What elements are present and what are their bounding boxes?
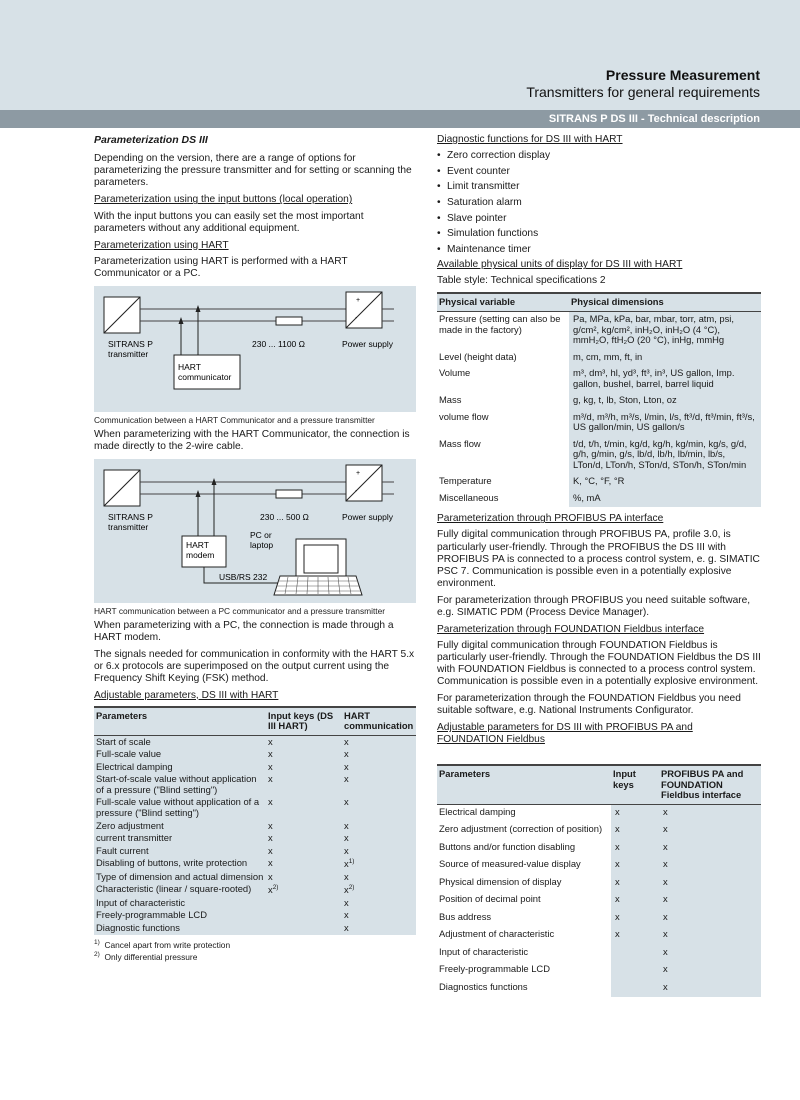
resistor-label: 230 ... 500 Ω: [260, 511, 309, 522]
cell-variable: Volume: [439, 367, 471, 379]
cell-input-keys: x: [266, 871, 342, 884]
cell-input-keys: x: [266, 857, 342, 871]
cell-parameter: Diagnostic functions: [94, 922, 266, 935]
local-heading: Parameterization using the input buttons (local operation): [94, 194, 353, 206]
list-item: • Zero correction display: [437, 150, 761, 162]
cell-variable: Mass flow: [439, 437, 481, 449]
communicator-label: HART: [178, 361, 201, 372]
cell-bus: x: [659, 804, 761, 822]
cell-bus: x: [659, 892, 761, 910]
hart-text: Parameterization using HART is performed with a HART Communicator or a PC.: [94, 255, 348, 279]
footnote-1: $^{1)}$ Cancel apart from write protection: [94, 938, 231, 950]
hart-pc-diagram: [94, 459, 416, 603]
cell-hart: x: [342, 735, 416, 748]
cell-dimensions: Pa, MPa, kPa, bar, mbar, torr, atm, psi, g/cm², kg/cm², inH₂O, inH₂O (4 °C), mmH₂O, ftH₂O (20 °C), inHg, mmHg: [569, 312, 761, 350]
intro-text: Depending on the version, there are a range of options for parameterizing the pressure transmitter and for setting or scanning the parameters.: [94, 153, 412, 189]
cell-input-keys: x: [266, 845, 342, 858]
cell-input-keys: [266, 897, 342, 910]
table-row: [437, 962, 761, 980]
units-table-body: [437, 312, 761, 508]
cell-input-keys: [611, 980, 659, 998]
diagram-pc-svg: [94, 459, 416, 603]
header-band: [0, 0, 800, 110]
cell-hart: $x^{1)}$: [342, 857, 416, 871]
cell-input-keys: x: [611, 910, 659, 928]
cell-hart: x: [342, 796, 416, 819]
table-row: [94, 857, 416, 871]
page-title: Pressure Measurement: [605, 67, 760, 83]
right-column: [437, 134, 761, 997]
cell-input-keys: x: [266, 761, 342, 774]
communicator-label-2: communicator: [178, 371, 232, 382]
adj-heading: Adjustable parameters for DS III with PROFIBUS PA and FOUNDATION Fieldbus: [437, 721, 693, 745]
cell-input-keys: x: [611, 822, 659, 840]
table-row: [437, 410, 761, 437]
cell-hart: x: [342, 773, 416, 796]
list-item: • Event counter: [437, 166, 761, 178]
col-hart: HART communication: [342, 707, 416, 736]
ff-heading: Parameterization through FOUNDATION Fieldbus interface: [437, 623, 705, 635]
table-row: [94, 735, 416, 748]
cell-input-keys: x: [266, 748, 342, 761]
cell-input-keys: x: [266, 796, 342, 819]
cell-input-keys: x: [611, 857, 659, 875]
table-row: [437, 980, 761, 998]
cell-input-keys: $x^{2)}$: [266, 883, 342, 897]
transmitter-label-2: transmitter: [108, 348, 149, 359]
table-row: [437, 804, 761, 822]
page-subtitle: Transmitters for general requirements: [526, 84, 760, 100]
cell-bus: x: [659, 980, 761, 998]
cell-dimensions: m³, dm³, hl, yd³, ft³, in³, US gallon, Imp. gallon, bushel, barrel, barrel liquid: [569, 366, 761, 393]
col-parameters: Parameters: [437, 765, 611, 804]
col-parameters: Parameters: [94, 707, 266, 736]
hart-parameters-table: [94, 706, 416, 935]
cell-parameter: Diagnostics functions: [439, 980, 528, 992]
pa-text-2: For parameterization through PROFIBUS you need suitable software, e.g. SIMATIC PDM (Process Device Manager).: [437, 594, 751, 618]
cell-bus: x: [659, 840, 761, 858]
cell-parameter: Zero adjustment: [94, 820, 266, 833]
table-row: [437, 366, 761, 393]
signals-text: The signals needed for communication in conformity with the HART 5.x or 6.x protocols are superimposed on the output current using the Frequency Shift Keying (FSK) method.: [94, 648, 415, 684]
cell-dimensions: %, mA: [569, 491, 761, 508]
cell-bus: x: [659, 857, 761, 875]
cell-parameter: Adjustment of characteristic: [439, 928, 555, 940]
modem-label-2: modem: [186, 549, 215, 560]
cell-variable: Level (height data): [439, 350, 517, 362]
table-row: [94, 773, 416, 796]
table-row: [94, 871, 416, 884]
cell-dimensions: m, cm, mm, ft, in: [569, 350, 761, 367]
usb-label: USB/RS 232: [219, 571, 268, 582]
hart-direct-text: When parameterizing with the HART Communicator, the connection is made directly to the 2-wire cable.: [94, 428, 410, 452]
cell-parameter: Position of decimal point: [439, 893, 541, 905]
cell-parameter: Input of characteristic: [94, 897, 266, 910]
cell-input-keys: x: [611, 892, 659, 910]
figure-caption-2: HART communication between a PC communicator and a pressure transmitter: [94, 605, 386, 616]
ff-text-2: For parameterization through the FOUNDATION Fieldbus you need suitable software, e.g. National Instruments Configurator.: [437, 692, 741, 716]
cell-parameter: Start-of-scale value without application of a pressure ("Blind setting"): [94, 773, 266, 796]
cell-input-keys: [611, 945, 659, 963]
cell-hart: x: [342, 909, 416, 922]
cell-input-keys: x: [611, 840, 659, 858]
table-row: [437, 393, 761, 410]
cell-parameter: Fault current: [94, 845, 266, 858]
table-row: [437, 312, 761, 350]
cell-parameter: Electrical damping: [439, 805, 516, 817]
table-row: [94, 748, 416, 761]
cell-parameter: Bus address: [439, 910, 492, 922]
table-row: [94, 909, 416, 922]
col-input-keys: Input keys: [611, 765, 659, 804]
cell-input-keys: x: [266, 773, 342, 796]
cell-input-keys: [266, 909, 342, 922]
cell-hart: x: [342, 922, 416, 935]
table-row: [94, 897, 416, 910]
diag-heading: Diagnostic functions for DS III with HART: [437, 134, 623, 145]
cell-variable: volume flow: [439, 410, 489, 422]
hart-table-heading: Adjustable parameters, DS III with HART: [94, 689, 279, 701]
cell-hart: x: [342, 820, 416, 833]
cell-bus: x: [659, 822, 761, 840]
cell-parameter: Start of scale: [94, 735, 266, 748]
svg-text:-: -: [355, 314, 358, 322]
units-heading: Available physical units of display for DS III with HART: [437, 259, 683, 271]
table-row: [437, 350, 761, 367]
table-row: [437, 491, 761, 508]
cell-variable: Miscellaneous: [439, 491, 499, 503]
cell-hart: x: [342, 761, 416, 774]
table-row: [94, 883, 416, 897]
cell-parameter: current transmitter: [94, 832, 266, 845]
transmitter-label: SITRANS P: [108, 511, 153, 522]
col-physical-variable: Physical variable: [437, 293, 569, 311]
cell-parameter: Full-scale value without application of a pressure ("Blind setting"): [94, 796, 266, 819]
cell-hart: x: [342, 832, 416, 845]
list-item: • Maintenance timer: [437, 244, 761, 256]
pa-text-1: Fully digital communication through PROFIBUS PA, profile 3.0, is particularly user-friendly. Through the PROFIBUS the DS III with PROFIBUS PA is connected to a process control system, e. g. SIMATIC PSC 7. Communication is possible even in a potentially explosive environment.: [437, 529, 760, 589]
list-item: • Saturation alarm: [437, 197, 761, 209]
cell-variable: Temperature: [439, 475, 492, 487]
table-row: [94, 922, 416, 935]
table-row: [437, 857, 761, 875]
bus-parameters-table: [437, 764, 761, 997]
col-bus-interface: PROFIBUS PA and FOUNDATION Fieldbus interface: [659, 765, 761, 804]
table-row: [94, 820, 416, 833]
col-input-keys: Input keys (DS III HART): [266, 707, 342, 736]
cell-input-keys: x: [611, 875, 659, 893]
table-row: [437, 910, 761, 928]
cell-parameter: Full-scale value: [94, 748, 266, 761]
table-row: [94, 845, 416, 858]
table-row: [94, 832, 416, 845]
cell-input-keys: x: [266, 735, 342, 748]
cell-parameter: Source of measured-value display: [439, 858, 581, 870]
cell-parameter: Freely-programmable LCD: [439, 963, 550, 975]
cell-dimensions: m³/d, m³/h, m³/s, l/min, l/s, ft³/d, ft³/min, ft³/s, US gallon/min, US gallon/s: [569, 410, 761, 437]
table-style: Table style: Technical specifications 2: [437, 275, 606, 287]
diag-list: [437, 150, 761, 256]
hart-communicator-diagram: [94, 286, 416, 412]
cell-bus: x: [659, 945, 761, 963]
cell-hart: x: [342, 845, 416, 858]
cell-parameter: Characteristic (linear / square-rooted): [94, 883, 266, 897]
table-row: [437, 945, 761, 963]
ff-text-1: Fully digital communication through FOUNDATION Fieldbus is particularly user-friendly. Through the FOUNDATION Fieldbus the DS III with FOUNDATION Fieldbus is connected to a process control system. Communication is possible even in a potentially explosive environment.: [437, 639, 761, 687]
table-row: [437, 840, 761, 858]
cell-bus: x: [659, 962, 761, 980]
table-row: [94, 761, 416, 774]
cell-hart: $x^{2)}$: [342, 883, 416, 897]
cell-dimensions: g, kg, t, lb, Ston, Lton, oz: [569, 393, 761, 410]
cell-parameter: Buttons and/or function disabling: [439, 840, 576, 852]
cell-variable: Pressure (setting can also be made in the factory): [439, 313, 561, 335]
pc-label-2: laptop: [250, 539, 274, 550]
cell-variable: Mass: [439, 394, 462, 406]
table-row: [437, 437, 761, 475]
transmitter-label: SITRANS P: [108, 338, 153, 349]
cell-parameter: Physical dimension of display: [439, 875, 562, 887]
section-bar: [0, 110, 800, 128]
list-item: • Slave pointer: [437, 213, 761, 225]
local-text: With the input buttons you can easily set the most important parameters without any additional equipment.: [94, 210, 364, 234]
svg-text:-: -: [355, 487, 358, 495]
cell-parameter: Zero adjustment (correction of position): [439, 823, 603, 835]
cell-parameter: Disabling of buttons, write protection: [94, 857, 266, 871]
resistor-label: 230 ... 1100 Ω: [252, 338, 305, 349]
hart-heading: Parameterization using HART: [94, 239, 229, 251]
power-supply-label: Power supply: [342, 511, 394, 522]
modem-label: HART: [186, 539, 209, 550]
svg-text:+: +: [356, 469, 361, 477]
table-row: [437, 892, 761, 910]
col-physical-dimensions: Physical dimensions: [569, 293, 761, 311]
cell-input-keys: x: [611, 804, 659, 822]
cell-dimensions: K, °C, °F, °R: [569, 474, 761, 491]
transmitter-label-2: transmitter: [108, 521, 149, 532]
diagram-svg: [94, 286, 416, 412]
cell-dimensions: t/d, t/h, t/min, kg/d, kg/h, kg/min, kg/s, g/d, g/h, g/min, g/s, lb/d, lb/h, lb/min, lb/s, LTon/d, LTon/h, STon/d, STon/h, STon/min: [569, 437, 761, 475]
figure-caption-1: Communication between a HART Communicator and a pressure transmitter: [94, 414, 375, 425]
pa-heading: Parameterization through PROFIBUS PA interface: [437, 513, 664, 525]
cell-hart: x: [342, 897, 416, 910]
cell-input-keys: x: [611, 927, 659, 945]
footnotes: [94, 939, 416, 963]
cell-parameter: Type of dimension and actual dimension: [94, 871, 266, 884]
cell-parameter: Electrical damping: [94, 761, 266, 774]
section-heading: Parameterization DS III: [94, 134, 208, 146]
cell-hart: x: [342, 871, 416, 884]
cell-parameter: Input of characteristic: [439, 945, 529, 957]
power-supply-label: Power supply: [342, 338, 394, 349]
table-row: [437, 927, 761, 945]
svg-text:+: +: [356, 296, 361, 304]
bus-table-body: [437, 804, 761, 997]
list-item: • Simulation functions: [437, 228, 761, 240]
cell-input-keys: x: [266, 832, 342, 845]
cell-bus: x: [659, 927, 761, 945]
table-row: [437, 875, 761, 893]
table-row: [94, 796, 416, 819]
table-row: [437, 822, 761, 840]
cell-input-keys: [611, 962, 659, 980]
cell-parameter: Freely-programmable LCD: [94, 909, 266, 922]
footnote-2: $^{2)}$ Only differential pressure: [94, 951, 198, 963]
cell-bus: x: [659, 910, 761, 928]
cell-hart: x: [342, 748, 416, 761]
left-column: [94, 134, 416, 964]
section-title: SITRANS P DS III - Technical description: [548, 113, 760, 125]
pc-label: PC or: [250, 529, 272, 540]
cell-input-keys: x: [266, 820, 342, 833]
hart-table-body: [94, 735, 416, 934]
cell-bus: x: [659, 875, 761, 893]
cell-input-keys: [266, 922, 342, 935]
list-item: • Limit transmitter: [437, 181, 761, 193]
pc-text: When parameterizing with a PC, the connection is made through a HART modem.: [94, 619, 394, 643]
units-table: [437, 292, 761, 507]
table-row: [437, 474, 761, 491]
